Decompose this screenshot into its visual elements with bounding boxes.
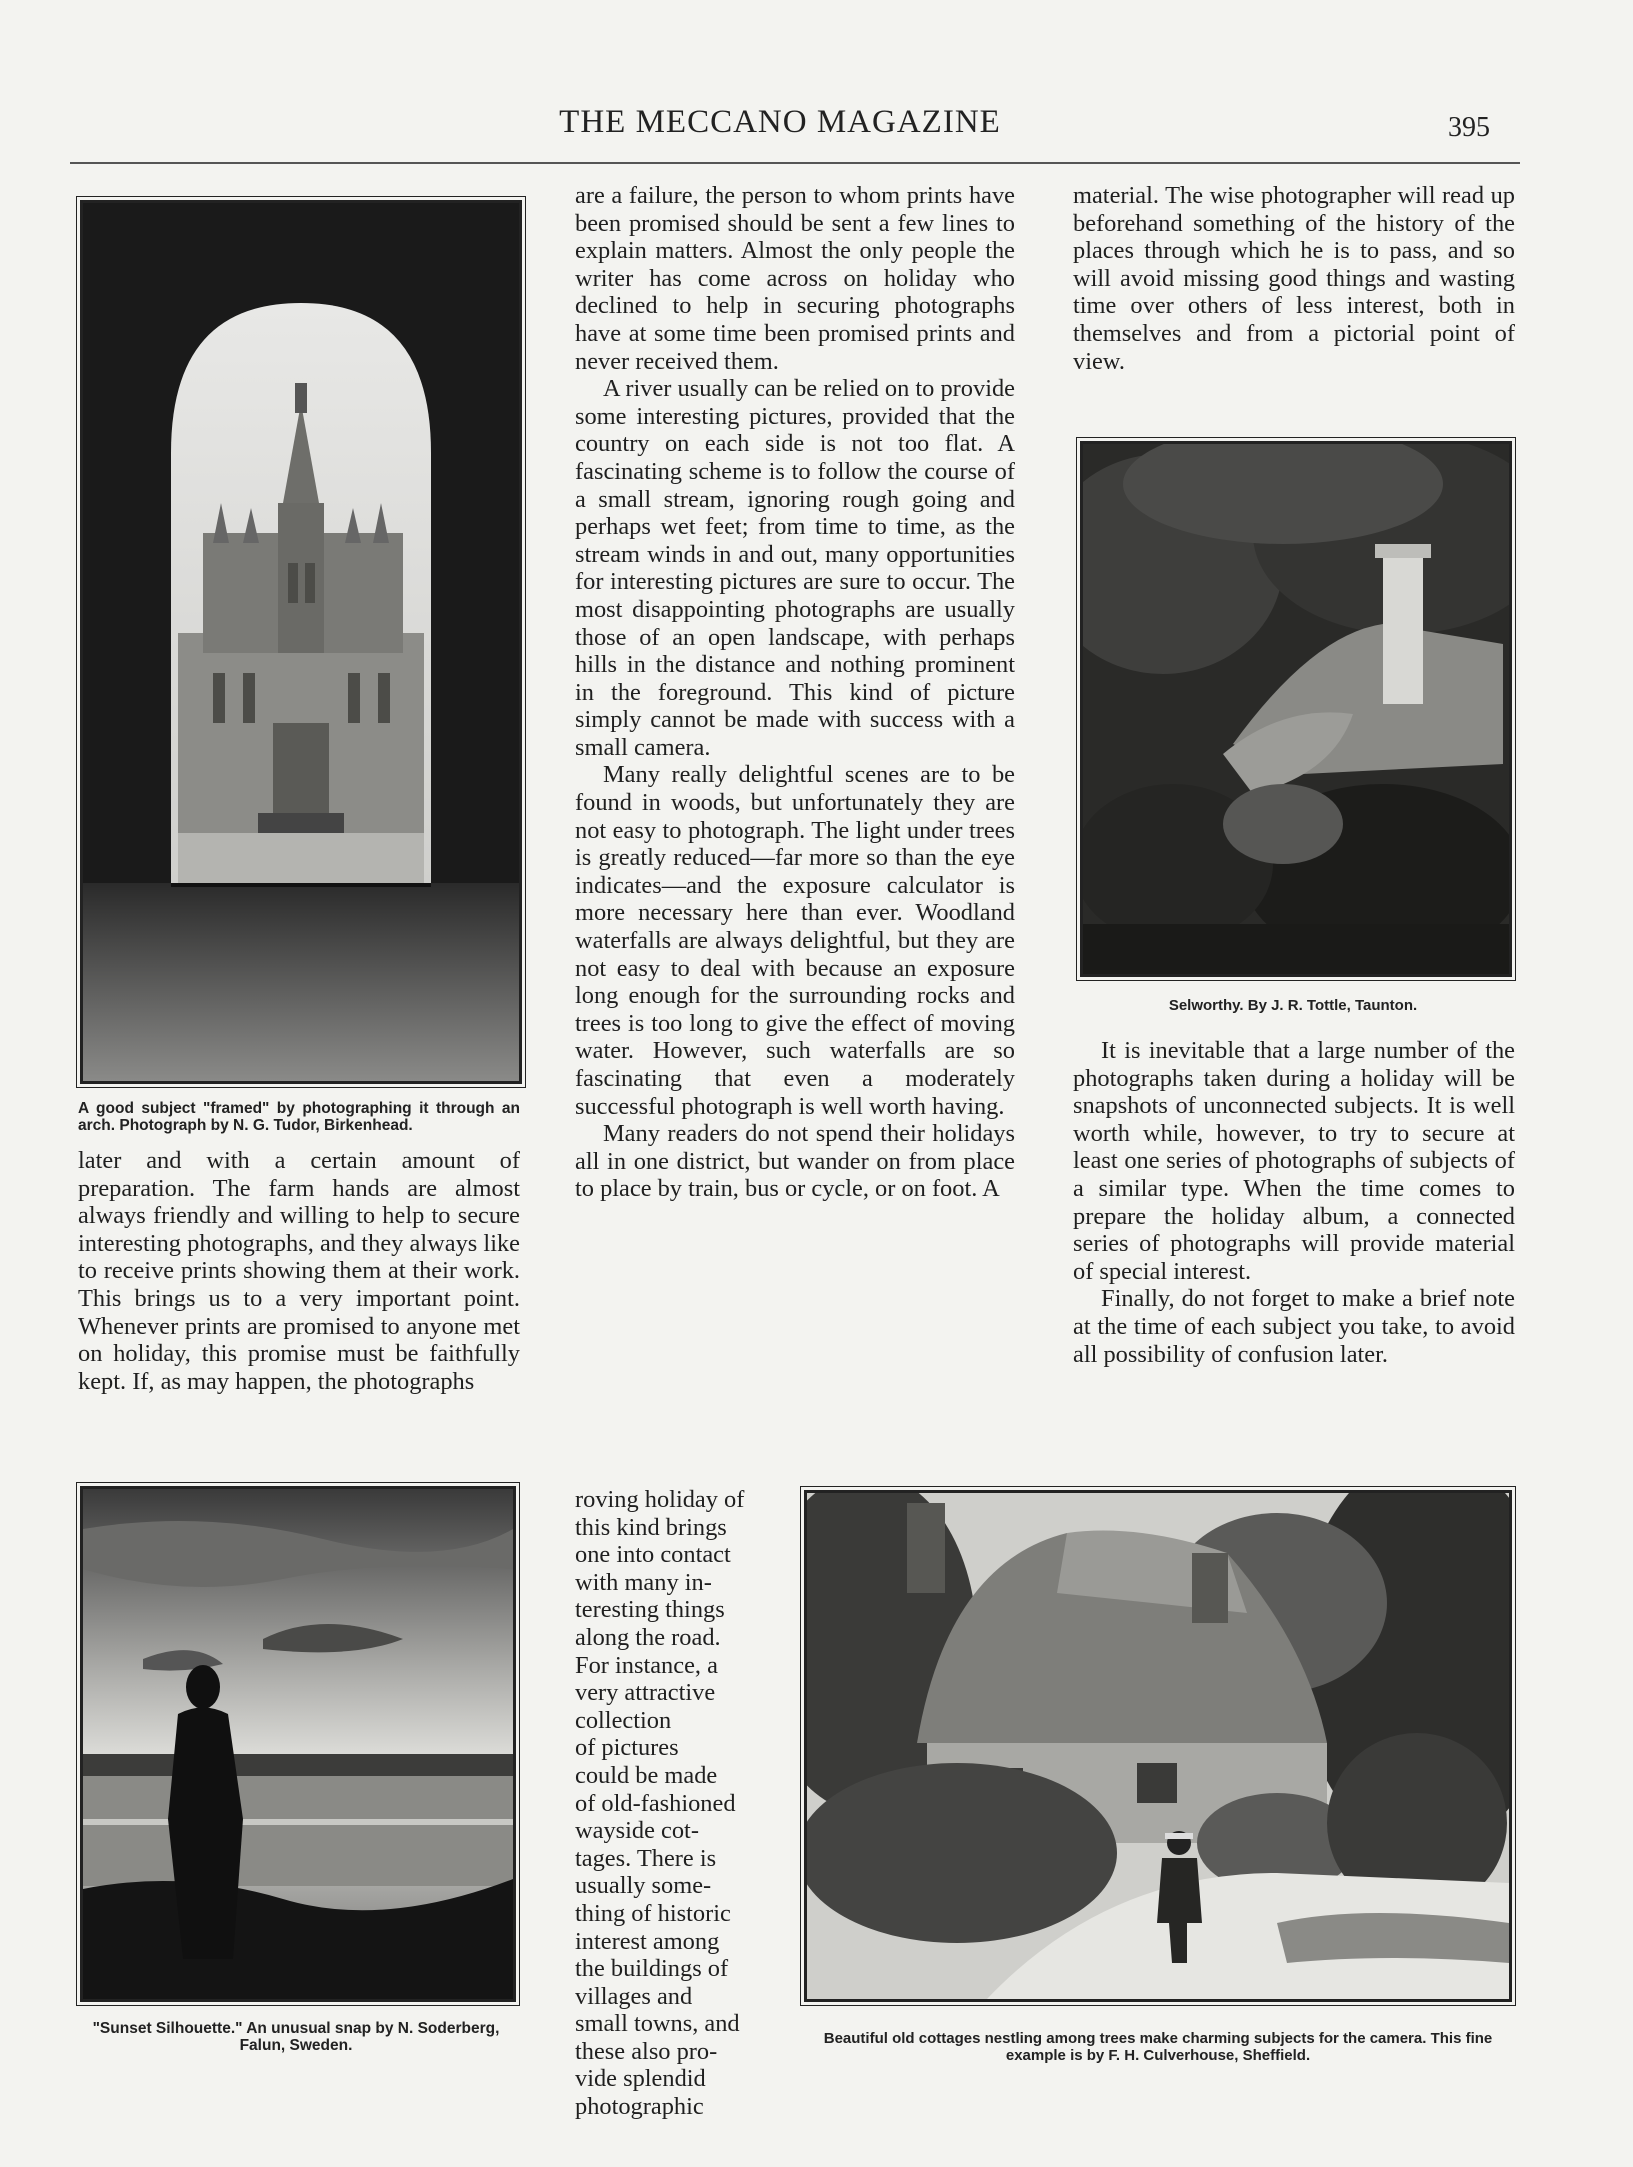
text-line: teresting things: [575, 1596, 725, 1624]
page-title: THE MECCANO MAGAZINE: [559, 104, 1001, 140]
text-line: very attractive: [575, 1679, 716, 1707]
text-line: roving holiday of: [575, 1486, 745, 1513]
text-line: vide splendid: [575, 2065, 706, 2093]
text-line: usually some-: [575, 1872, 712, 1900]
selworthy-photograph: [1080, 441, 1512, 977]
text-line: interest among: [575, 1927, 720, 1955]
text-line: of pictures: [575, 1734, 679, 1762]
paragraph: later and with a certain amount of preparation. The farm hands are almost always friendly and willing to help to secure interesting photographs, and they always like to receive prints showing them at their work. This brings us to a very important point. Whenever prints are promised to anyone met on holiday, this promise must be faithfully kept. If, as may happen, the photographs: [78, 1147, 520, 1395]
text-line: one into contact: [575, 1541, 731, 1569]
middle-column-narrow-text: [575, 1486, 775, 2121]
text-line: these also pro-: [575, 2037, 718, 2065]
arch-photograph: [80, 200, 522, 1084]
middle-column-text: [575, 182, 1015, 1203]
text-line: with many in-: [575, 1568, 712, 1596]
text-line: thing of historic: [575, 1899, 731, 1927]
page-number: 395: [1448, 112, 1490, 143]
paragraph: Finally, do not forget to make a brief note at the time of each subject you take, to avoid all possibility of confusion later.: [1073, 1285, 1515, 1368]
text-line: this kind brings: [575, 1513, 727, 1541]
sunset-photo-caption: "Sunset Silhouette." An unusual snap by N. Soderberg, Falun, Sweden.: [92, 2020, 500, 2054]
sunset-photograph: [80, 1486, 516, 2002]
right-column-text-bottom: [1073, 1037, 1515, 1368]
paragraph: Many readers do not spend their holidays all in one district, but wander on from place to place by train, bus or cycle, or on foot. A: [575, 1120, 1015, 1203]
text-line: along the road.: [575, 1623, 721, 1651]
paragraph: are a failure, the person to whom prints have been promised should be sent a few lines to explain matters. Almost the only people the writer has come across on holiday who declined to help in securing photographs have at some time been promised prints and never received them.: [575, 182, 1015, 375]
text-line: could be made: [575, 1761, 718, 1789]
paragraph: It is inevitable that a large number of the photographs taken during a holiday will be snapshots of unconnected subjects. It is well worth while, however, to try to secure at least one series of photographs of subjects of a similar type. When the time comes to prepare the holiday album, a connected series of photographs will provide material of special interest.: [1073, 1037, 1515, 1285]
header-divider: [70, 162, 1520, 164]
text-line: photographic: [575, 2093, 704, 2121]
selworthy-photo-caption: Selworthy. By J. R. Tottle, Taunton.: [1168, 997, 1418, 1014]
text-line: small towns, and: [575, 2010, 740, 2038]
text-line: the buildings of: [575, 1955, 729, 1983]
paragraph: material. The wise photographer will read up beforehand something of the history of the places through which he is to pass, and so will avoid missing good things and wasting time over others of less interest, both in themselves and from a pictorial point of view.: [1073, 182, 1515, 375]
text-line: collection: [575, 1706, 672, 1734]
cottages-photograph: [804, 1490, 1512, 2002]
text-line: wayside cot-: [575, 1817, 699, 1845]
text-line: tages. There is: [575, 1844, 717, 1872]
arch-photo-caption: A good subject "framed" by photographing it through an arch. Photograph by N. G. Tudor, Birkenhead.: [78, 1100, 520, 1134]
text-line: villages and: [575, 1982, 693, 2010]
cottages-photo-caption: Beautiful old cottages nestling among trees make charming subjects for the camera. This fine example is by F. H. Culverhouse, Sheffield.: [823, 2030, 1493, 2064]
right-column-text-top: [1073, 182, 1515, 375]
paragraph: A river usually can be relied on to provide some interesting pictures, provided that the country on each side is not too flat. A fascinating scheme is to follow the course of a small stream, ignoring rough going and perhaps wet feet; from time to time, as the stream winds in and out, many opportunities for interesting pictures are sure to occur. The most disappointing photographs are usually those of an open landscape, with perhaps hills in the distance and nothing prominent in the foreground. This kind of picture simply cannot be made with success with a small camera.: [575, 375, 1015, 761]
paragraph: Many really delightful scenes are to be found in woods, but unfortunately they are not easy to photograph. The light under trees is greatly reduced—far more so than the eye indicates—and the exposure calculator is more necessary here than ever. Woodland waterfalls are always delightful, but they are not easy to deal with because an exposure long enough for the surrounding rocks and trees is too long to give the effect of moving water. However, such waterfalls are so fascinating that even a moderately successful photograph is well worth having.: [575, 761, 1015, 1120]
text-line: of old-fashioned: [575, 1789, 736, 1817]
text-line: For instance, a: [575, 1651, 718, 1679]
left-column-text: [78, 1147, 520, 1395]
